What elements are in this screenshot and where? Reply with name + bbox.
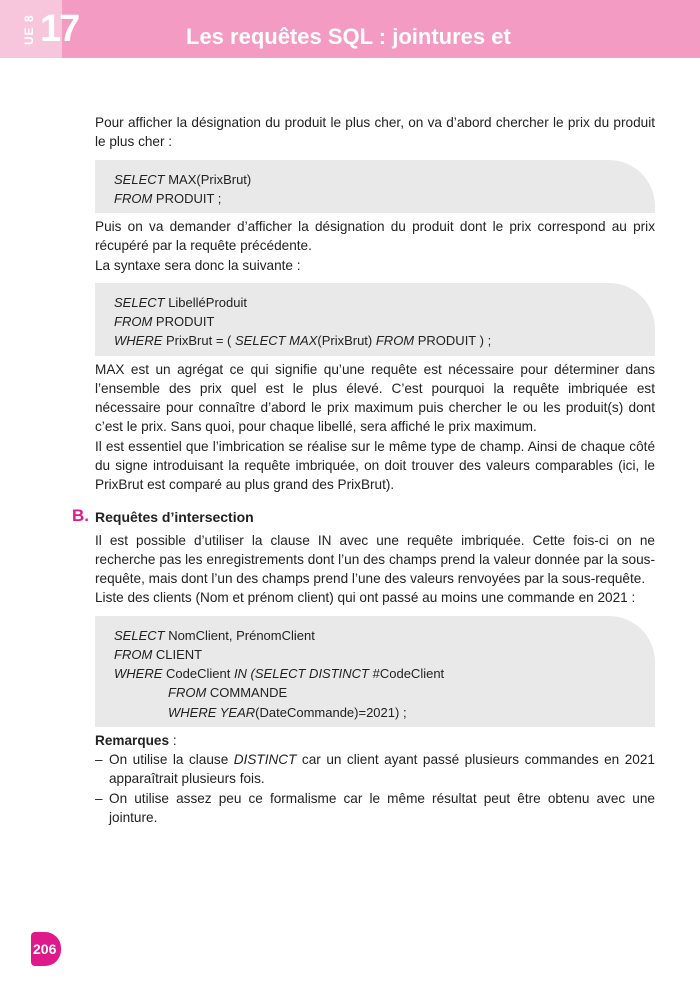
code-line: SELECT MAX(PrixBrut) xyxy=(114,171,252,187)
remarks-list xyxy=(95,750,655,827)
list-item: – On utilise assez peu ce formalisme car le même résultat peut être obtenu avec une jointure. xyxy=(95,790,655,825)
paragraph: Il est possible d’utiliser la clause IN avec une requête imbriquée. Cette fois-ci on ne recherche pas les enregistrements dont l’un des champs prend la valeur donnée par la sous-requête, mais dont l’un des champs prend l’une des valeurs renvoyées par la sous-requête. xyxy=(95,532,655,587)
code-line: WHERE YEAR(DateCommande)=2021) ; xyxy=(168,704,407,720)
code-line: WHERE CodeClient IN (SELECT DISTINCT #CodeClient xyxy=(114,666,445,682)
section-letter: B. xyxy=(72,505,89,525)
page-number: 206 xyxy=(33,941,57,957)
code-block-in-clause xyxy=(95,616,655,727)
page-content xyxy=(72,113,655,827)
page-header xyxy=(0,0,700,79)
intro-paragraph: Pour afficher la désignation du produit le plus cher, on va d’abord chercher le prix du produit le plus cher : xyxy=(95,115,655,150)
paragraph: Puis on va demander d’afficher la désignation du produit dont le prix correspond au prix récupéré par la requête précédente. xyxy=(95,219,655,254)
code-line: FROM PRODUIT xyxy=(114,314,215,330)
code-block-subquery xyxy=(95,283,655,356)
chapter-title: Les requêtes SQL : jointures et approfondissements xyxy=(186,24,511,79)
code-line: WHERE PrixBrut = ( SELECT MAX(PrixBrut) FROM PRODUIT ) ; xyxy=(114,333,492,349)
section-title: Requêtes d’intersection xyxy=(95,508,254,525)
code-line: FROM COMMANDE xyxy=(168,685,288,701)
remarks-heading: Remarques : xyxy=(95,732,177,748)
chapter-number: 17 xyxy=(40,8,79,50)
section-heading xyxy=(72,505,655,527)
code-block-max xyxy=(95,160,655,213)
paragraph: Liste des clients (Nom et prénom client) qui ont passé au moins une commande en 2021 : xyxy=(95,590,636,606)
code-line: SELECT NomClient, PrénomClient xyxy=(114,627,315,643)
list-item: – On utilise la clause DISTINCT car un client ayant passé plusieurs commandes en 2021 apparaîtrait plusieurs fois. xyxy=(95,752,655,787)
paragraph: Il est essentiel que l’imbrication se réalise sur le même type de champ. Ainsi de chaque côté du signe introduisant la requête imbriquée, on doit trouver des valeurs comparables (ici, le PrixBrut est comparé au plus grand des PrixBrut). xyxy=(95,438,655,493)
code-line: FROM CLIENT xyxy=(114,646,203,662)
code-line: SELECT LibelléProduit xyxy=(114,294,247,310)
paragraph: MAX est un agrégat ce qui signifie qu’une requête est nécessaire pour déterminer dans l’ensemble des prix quel est le plus élevé. C’est pourquoi la requête imbriquée est nécessaire pour connaître d’abord le prix maximum puis chercher le ou les produit(s) dont c’est le prix. Sans quoi, pour chaque libellé, sera affiché le prix maximum. xyxy=(95,361,655,435)
paragraph: La syntaxe sera donc la suivante : xyxy=(95,257,301,273)
code-line: FROM PRODUIT ; xyxy=(114,190,222,206)
ue-label: UE 8 xyxy=(22,14,36,46)
